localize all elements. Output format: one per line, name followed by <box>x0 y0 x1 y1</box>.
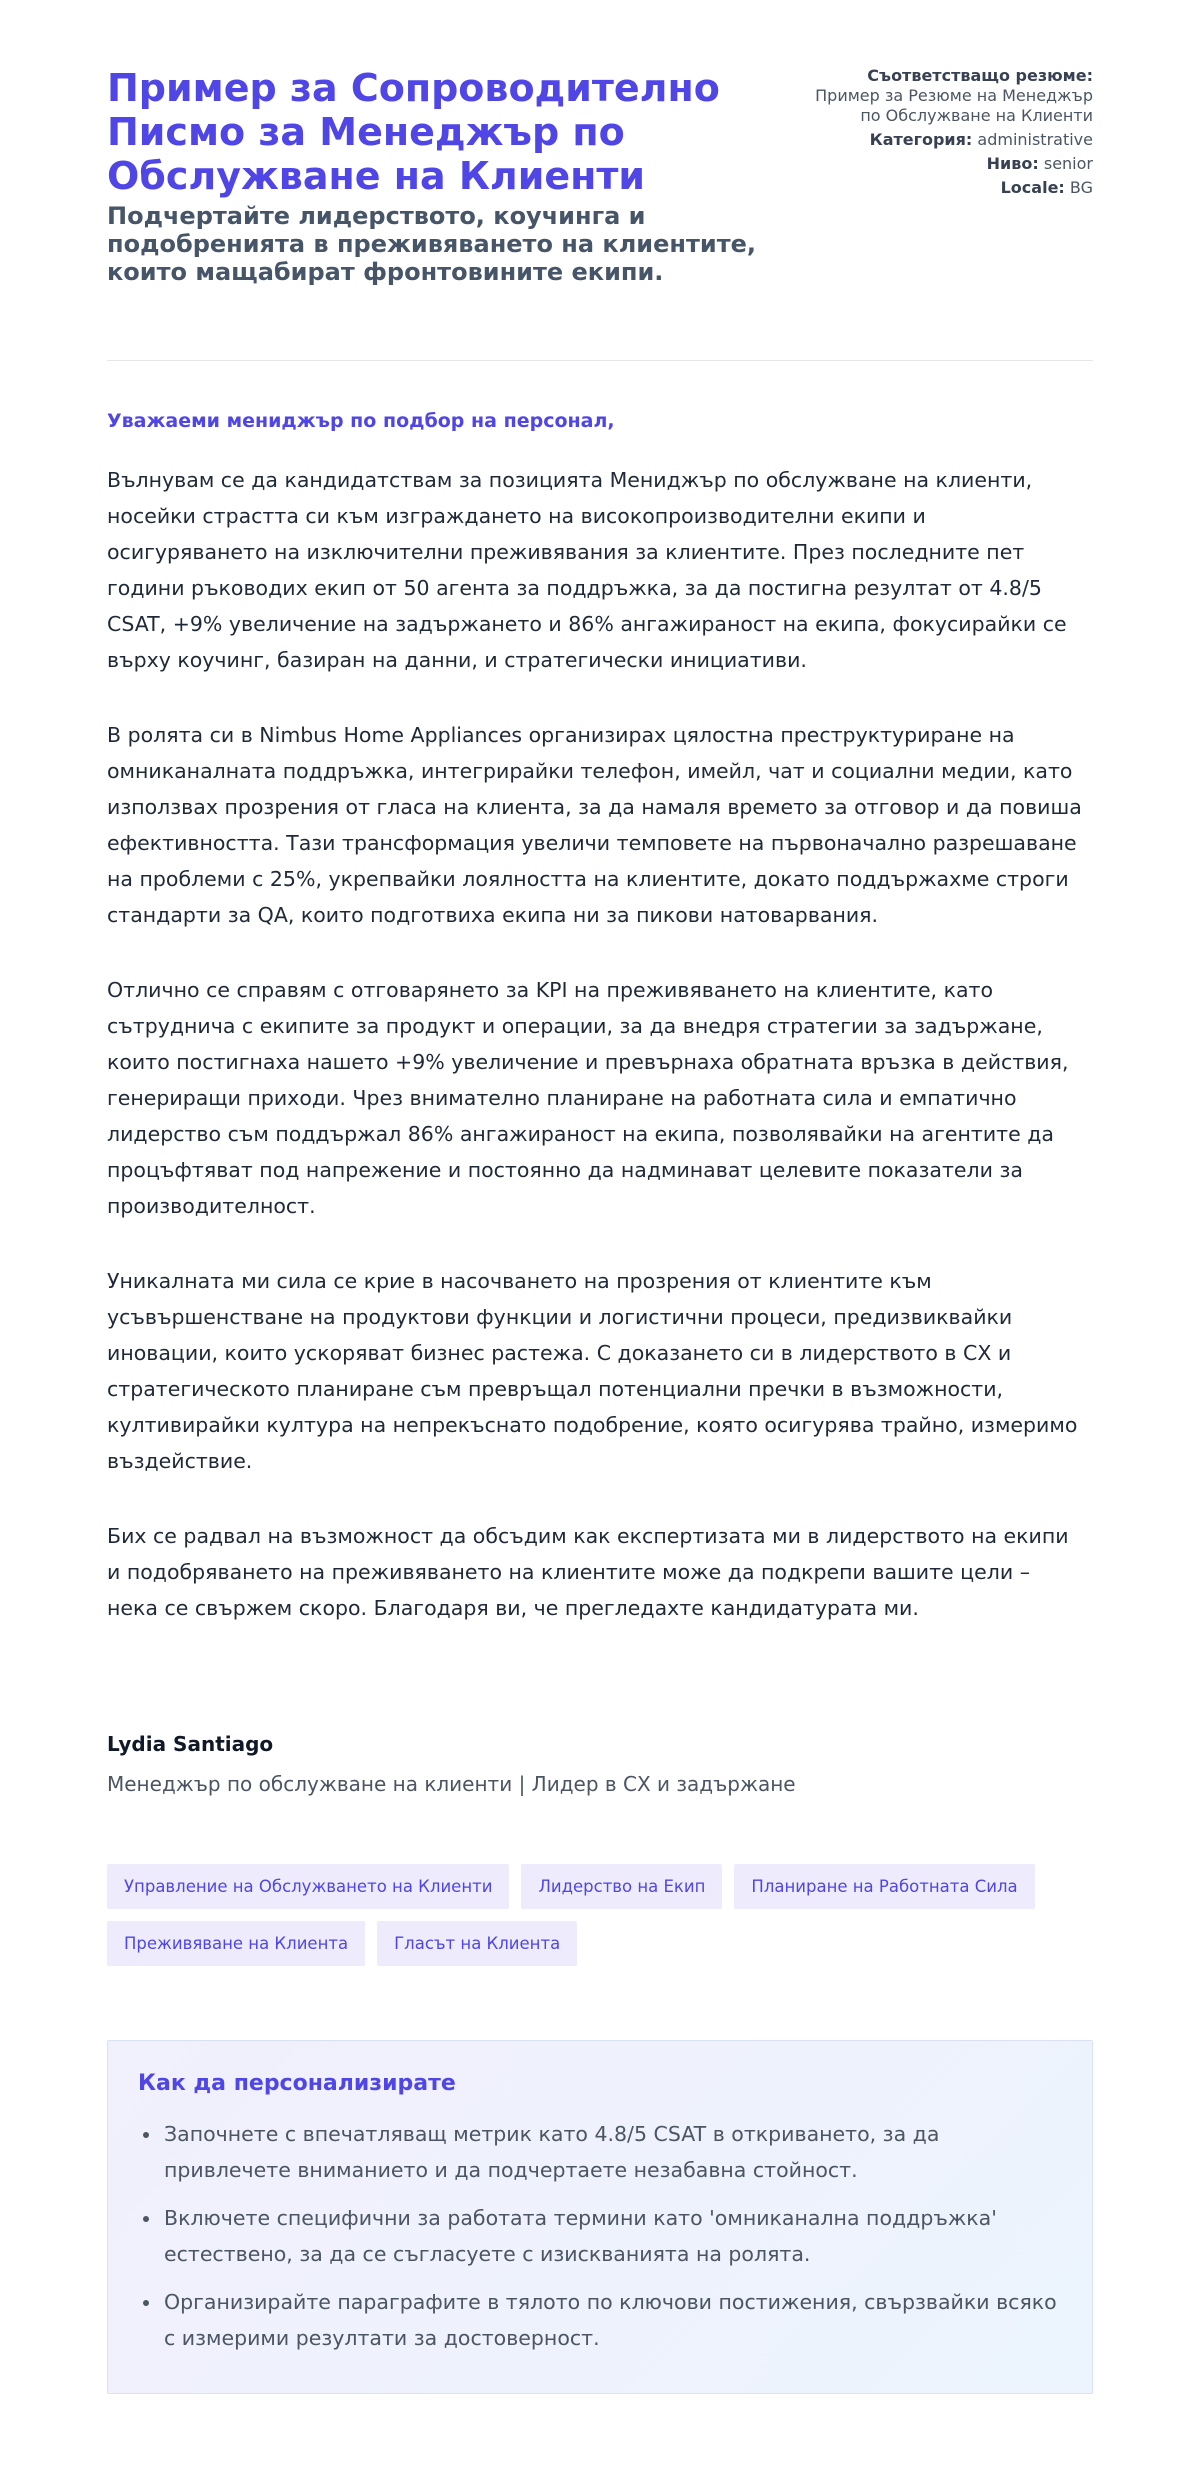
page-subtitle: Подчертайте лидерството, коучинга и подобренията в преживяването на клиентите, които мащабират фронтовините екипи. <box>107 202 757 286</box>
tips-list <box>138 2116 1062 2356</box>
letter-paragraph-4: Уникалната ми сила се крие в насочването на прозрения от клиентите към усъвършенстване на продуктови функции и логистични процеси, предизвиквайки иновации, които ускоряват бизнес растежа. С доказането си в лидерството в CX и стратегическото планиране съм превръщал потенциални пречки в възможности, култивирайки култура на непрекъснато подобрение, която осигурява трайно, измеримо въздействие. <box>107 1269 1078 1473</box>
meta-locale-value: BG <box>1069 178 1093 197</box>
signature-role: Менеджър по обслужване на клиенти | Лидер в CX и задържане <box>107 1772 796 1796</box>
meta-level <box>793 154 1093 174</box>
signature-block <box>107 1732 796 1796</box>
meta-level-label: Ниво: <box>986 154 1039 173</box>
letter-paragraph-1: Вълнувам се да кандидатствам за позицията Мениджър по обслужване на клиенти, носейки страстта си към изграждането на високопроизводителни екипи и осигуряването на изключителни преживявания за клиентите. През последните пет години ръководих екип от 50 агента за поддръжка, за да постигна резултат от 4.8/5 CSAT, +9% увеличение на задържането и 86% ангажираност на екипа, фокусирайки се върху коучинг, базиран на данни, и стратегически инициативи. <box>107 468 1067 672</box>
letter-paragraph-3: Отлично се справям с отговарянето за KPI на преживяването на клиентите, като сътруднича с екипите за продукт и операции, за да внедря стратегии за задържане, които постигнаха нашето +9% увеличение и превърнаха обратната връзка в действия, генериращи приходи. Чрез внимателно планиране на работната сила и емпатично лидерство съм поддържал 86% ангажираност на екипа, позволявайки на агентите да процъфтяват под напрежение и постоянно да надминават целевите показатели за производителност. <box>107 978 1069 1218</box>
signature-name: Lydia Santiago <box>107 1732 274 1756</box>
tips-title: Как да персонализирате <box>138 2071 456 2096</box>
tag-team-leadership[interactable]: Лидерство на Екип <box>521 1864 722 1909</box>
page-header <box>107 56 1093 361</box>
tag-customer-service-management[interactable]: Управление на Обслужването на Клиенти <box>107 1864 509 1909</box>
meta-category-label: Категория: <box>869 130 973 149</box>
meta-resume-label: Съответстващо резюме: <box>867 66 1093 85</box>
tag-customer-experience[interactable]: Преживяване на Клиента <box>107 1921 365 1966</box>
page-title: Пример за Сопроводително Писмо за Менеджър по Обслужване на Клиенти <box>107 66 720 198</box>
meta-locale-label: Locale: <box>1000 178 1065 197</box>
tag-workforce-planning[interactable]: Планиране на Работната Сила <box>734 1864 1034 1909</box>
meta-level-value: senior <box>1043 154 1093 173</box>
tip-item: • Включете специфични за работата термини като 'омниканална поддръжка' естествено, за да се съгласуете с изискванията на ролята. <box>162 2200 1062 2272</box>
letter-paragraph-5: Бих се радвал на възможност да обсъдим как експертизата ми в лидерството на екипи и подобряването на преживяването на клиентите може да подкрепи вашите цели – нека се свържем скоро. Благодаря ви, че прегледахте кандидатурата ми. <box>107 1524 1069 1620</box>
meta-category-value: administrative <box>977 130 1093 149</box>
letter-salutation: Уважаеми мениджър по подбор на персонал, <box>107 410 615 432</box>
letter-body <box>107 462 1087 1665</box>
meta-panel <box>793 66 1093 202</box>
meta-resume-link[interactable]: Пример за Резюме на Менеджър по Обслужване на Клиенти <box>815 86 1093 125</box>
letter-paragraph-2: В ролята си в Nimbus Home Appliances организирах цялостна преструктуриране на омниканалната поддръжка, интегрирайки телефон, имейл, чат и социални медии, като използвах прозрения от гласа на клиента, за да намаля времето за отговор и да повиша ефективността. Тази трансформация увеличи темповете на първоначално разрешаване на проблеми с 25%, укрепвайки лоялността на клиентите, докато поддържахме строги стандарти за QA, които подготвиха екипа ни за пикови натоварвания. <box>107 723 1082 927</box>
meta-resume <box>793 66 1093 126</box>
tip-item: • Организирайте параграфите в тялото по ключови постижения, свързвайки всяко с измерими резултати за достоверност. <box>162 2284 1062 2356</box>
skill-tags <box>107 1864 1093 1966</box>
title-block <box>107 66 787 286</box>
tag-voice-of-customer[interactable]: Гласът на Клиента <box>377 1921 577 1966</box>
meta-locale <box>793 178 1093 198</box>
tip-item: • Започнете с впечатляващ метрик като 4.8/5 CSAT в откриването, за да привлечете вниманието и да подчертаете незабавна стойност. <box>162 2116 1062 2188</box>
meta-category <box>793 130 1093 150</box>
customize-tips-panel <box>107 2040 1093 2394</box>
